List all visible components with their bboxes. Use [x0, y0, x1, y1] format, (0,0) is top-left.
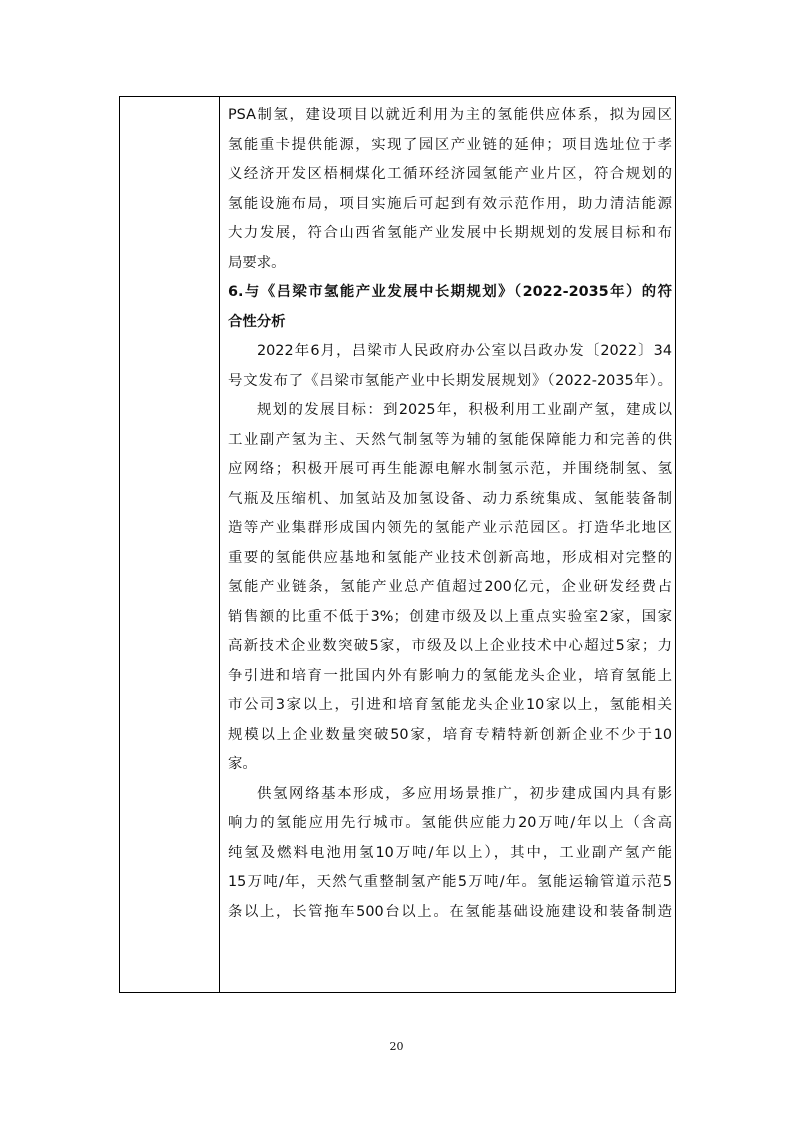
- body-text-line: 氢能设施布局，项目实施后可起到有效示范作用，助力清洁能源: [228, 195, 672, 212]
- body-text-line: 应网络；积极开展可再生能源电解水制氢示范，并围绕制氢、氢: [228, 461, 672, 477]
- body-text-line: 销售额的比重不低于3%；创建市级及以上重点实验室2家，国家: [228, 608, 672, 625]
- body-text-line: 规模以上企业数量突破50家，培育专精特新创新企业不少于10: [228, 726, 672, 743]
- body-text-line: 义经济开发区梧桐煤化工循环经济园氢能产业片区，符合规划的: [228, 166, 672, 182]
- body-text-line: 15万吨/年，天然气重整制氢产能5万吨/年。氢能运输管道示范5: [228, 874, 672, 890]
- section-heading-line: 6.与《吕梁市氢能产业发展中长期规划》（2022-2035年）的符: [228, 284, 672, 300]
- body-text-line: 气瓶及压缩机、加氢站及加氢设备、动力系统集成、氢能装备制: [228, 490, 672, 507]
- body-text-line: 大力发展，符合山西省氢能产业发展中长期规划的发展目标和布: [228, 225, 672, 241]
- body-text-line: 2022年6月，吕梁市人民政府办公室以吕政办发〔2022〕34: [257, 343, 672, 359]
- body-text-line: 争引进和培育一批国内外有影响力的氢能龙头企业，培育氢能上: [228, 667, 672, 684]
- body-text-line: 供氢网络基本形成，多应用场景推广，初步建成国内具有影: [257, 785, 672, 802]
- body-text-line: 响力的氢能应用先行城市。氢能供应能力20万吨/年以上（含高: [228, 815, 672, 831]
- body-text-line: 市公司3家以上，引进和培育氢能龙头企业10家以上，氢能相关: [228, 697, 672, 713]
- body-text-line: 局要求。: [228, 254, 286, 271]
- body-text-line: 号文发布了《吕梁市氢能产业中长期发展规划》（2022-2035年）。: [228, 372, 672, 389]
- page-number: 20: [389, 1040, 404, 1053]
- table-content-cell: [228, 101, 672, 927]
- body-text-line: 工业副产氢为主、天然气制氢等为辅的氢能保障能力和完善的供: [228, 431, 672, 448]
- content-table: [119, 96, 676, 993]
- section-heading-line: 合性分析: [228, 313, 286, 330]
- body-text-line: 规划的发展目标：到2025年，积极利用工业副产氢，建成以: [257, 402, 672, 418]
- body-text-line: 氢能重卡提供能源，实现了园区产业链的延伸；项目选址位于孝: [228, 136, 672, 153]
- body-text-line: 造等产业集群形成国内领先的氢能产业示范园区。打造华北地区: [228, 520, 672, 536]
- body-text-line: PSA制氢，建设项目以就近利用为主的氢能供应体系，拟为园区: [228, 107, 672, 123]
- body-text-line: 条以上，长管拖车500台以上。在氢能基础设施建设和装备制造: [228, 903, 672, 920]
- table-column-divider: [219, 97, 220, 992]
- body-text-line: 重要的氢能供应基地和氢能产业技术创新高地，形成相对完整的: [228, 549, 672, 566]
- body-text-line: 氢能产业链条，氢能产业总产值超过200亿元，企业研发经费占: [228, 579, 672, 595]
- body-text-line: 纯氢及燃料电池用氢10万吨/年以上），其中，工业副产氢产能: [228, 844, 672, 861]
- body-text-line: 家。: [228, 756, 257, 772]
- body-text-line: 高新技术企业数突破5家，市级及以上企业技术中心超过5家；力: [228, 638, 672, 654]
